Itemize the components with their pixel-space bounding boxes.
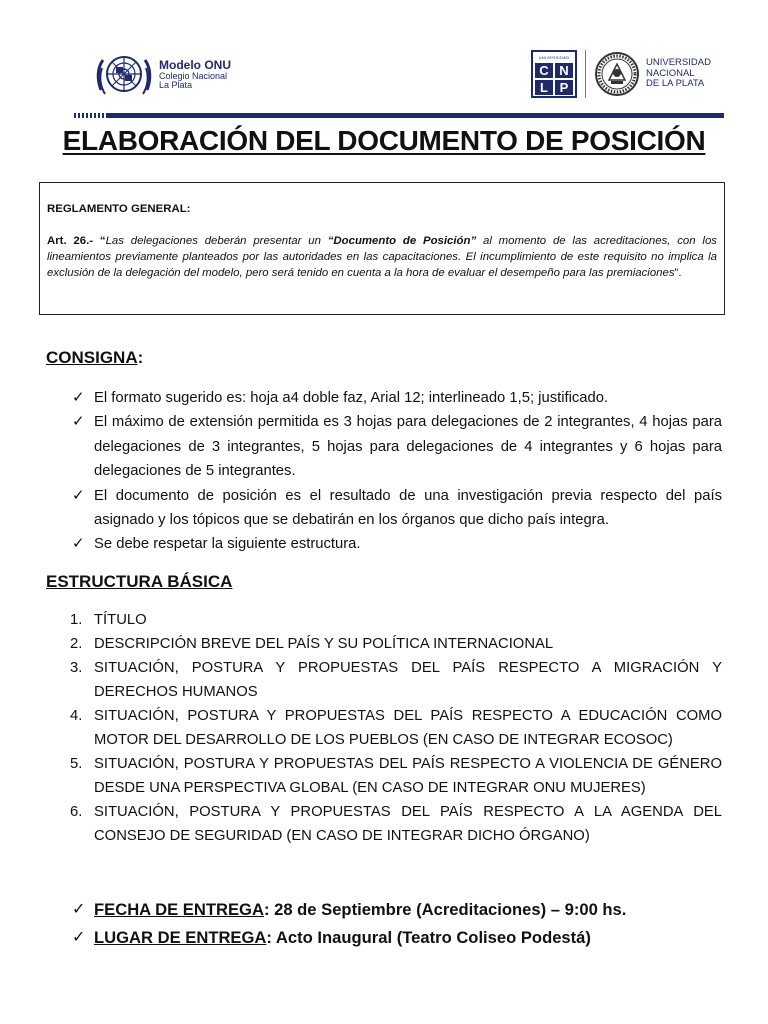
- consigna-heading-text: CONSIGNA: [46, 348, 138, 367]
- consigna-heading: [46, 348, 143, 368]
- check-icon: ✓: [72, 535, 85, 553]
- un-emblem-icon: [95, 50, 153, 100]
- university-seal-icon: [594, 50, 640, 98]
- cnlp-letter: L: [535, 80, 553, 95]
- cnlp-letter: P: [555, 80, 573, 95]
- item-number: 5.: [70, 756, 83, 772]
- item-number: 3.: [70, 660, 83, 676]
- delivery-place-value: : Acto Inaugural (Teatro Coliseo Podestá): [266, 928, 591, 947]
- list-item-text: SITUACIÓN, POSTURA Y PROPUESTAS DEL PAÍS RESPECTO A MIGRACIÓN Y DERECHOS HUMANOS: [94, 660, 722, 700]
- cnlp-letter: N: [555, 63, 573, 78]
- list-item-text: SITUACIÓN, POSTURA Y PROPUESTAS DEL PAÍS RESPECTO A VIOLENCIA DE GÉNERO DESDE UNA PERSPECTIVA GLOBAL (EN CASO DE INTEGRAR ONU MUJERES): [94, 756, 722, 796]
- list-item: [70, 386, 722, 410]
- unlp-name: [646, 58, 711, 89]
- item-number: 6.: [70, 804, 83, 820]
- unlp-line: NACIONAL: [646, 67, 695, 79]
- delivery-place-label: LUGAR DE ENTREGA: [94, 928, 267, 947]
- delivery-list: [70, 896, 722, 952]
- regulation-heading: REGLAMENTO GENERAL:: [47, 203, 191, 215]
- article-text: Las delegaciones deberán presentar un: [105, 235, 328, 247]
- item-number: 2.: [70, 636, 83, 652]
- unlp-line: UNIVERSIDAD: [646, 57, 711, 69]
- list-item: [70, 656, 722, 704]
- check-icon: ✓: [72, 901, 86, 918]
- list-item: [70, 632, 722, 656]
- list-item-text: TÍTULO: [94, 612, 147, 628]
- consigna-list: [70, 386, 722, 557]
- list-item-text: El máximo de extensión permitida es 3 hojas para delegaciones de 2 integrantes, 4 hojas para delegaciones de 3 integrantes, 5 hojas para delegaciones de 4 integrantes y 6 hojas para delegaciones de 5 integrantes.: [94, 414, 722, 480]
- page-header: [0, 0, 768, 118]
- estructura-heading-text: ESTRUCTURA BÁSICA: [46, 572, 233, 591]
- list-item-text: El documento de posición es el resultado de una investigación previa respecto del país asignado y los tópicos que se debatirán en los órganos que dicho país integra.: [94, 487, 722, 529]
- open-quote: “: [93, 235, 106, 247]
- regulation-article: [47, 233, 717, 281]
- item-number: 1.: [70, 612, 83, 628]
- article-text: al momento de las acreditaciones, con los lineamientos previamente planteados por las autoridades en las capacitaciones. El incumplimiento de este requisito no implica la exclusión de la delegación del modelo, pero será tenido en cuenta a la hora de evaluar el desempeño para las premiaciones: [47, 235, 717, 279]
- list-item-text: SITUACIÓN, POSTURA Y PROPUESTAS DEL PAÍS RESPECTO A LA AGENDA DEL CONSEJO DE SEGURIDAD (EN CASO DE INTEGRAR DICHO ÓRGANO): [94, 804, 722, 844]
- article-emphasis: “Documento de Posición”: [327, 235, 477, 247]
- article-number: Art. 26.-: [47, 235, 94, 247]
- cnlp-letter: C: [535, 63, 553, 78]
- consigna-colon: :: [137, 348, 144, 367]
- delivery-place: [70, 924, 722, 952]
- cnlp-top-text: UNIVERSIDAD: [538, 55, 570, 60]
- list-item: [70, 704, 722, 752]
- list-item: [70, 800, 722, 848]
- delivery-date-label: FECHA DE ENTREGA: [94, 900, 264, 919]
- logo-divider: [585, 50, 586, 98]
- logo-city: La Plata: [159, 80, 193, 91]
- delivery-date: [70, 896, 722, 924]
- list-item-text: SITUACIÓN, POSTURA Y PROPUESTAS DEL PAÍS RESPECTO A EDUCACIÓN COMO MOTOR DEL DESARROLLO DE LOS PUEBLOS (EN CASO DE INTEGRAR ECOSOC): [94, 708, 722, 748]
- logo-subtitle: Colegio Nacional: [159, 70, 228, 81]
- header-rule: [72, 113, 724, 118]
- cnlp-logo: [531, 50, 577, 98]
- modelo-onu-logo: [95, 50, 231, 100]
- logo-title: Modelo ONU: [159, 58, 231, 73]
- delivery-date-value: : 28 de Septiembre (Acreditaciones) – 9:00 hs.: [263, 900, 627, 919]
- page-title: ELABORACIÓN DEL DOCUMENTO DE POSICIÓN: [62, 125, 706, 156]
- list-item-text: Se debe respetar la siguiente estructura.: [94, 536, 361, 553]
- check-icon: ✓: [72, 486, 85, 504]
- list-item-text: El formato sugerido es: hoja a4 doble faz, Arial 12; interlineado 1,5; justificado.: [94, 390, 609, 406]
- unlp-logos: [531, 50, 711, 98]
- item-number: 4.: [70, 708, 83, 724]
- check-icon: ✓: [72, 413, 85, 431]
- list-item: [70, 608, 722, 632]
- check-icon: ✓: [72, 389, 85, 406]
- check-icon: ✓: [72, 929, 86, 946]
- list-item: [70, 532, 722, 556]
- list-item: [70, 484, 722, 533]
- close-quote: ”.: [674, 267, 682, 279]
- list-item: [70, 410, 722, 483]
- header-rule-pattern: [72, 113, 108, 118]
- regulation-box: [39, 182, 725, 315]
- list-item: [70, 752, 722, 800]
- list-item-text: DESCRIPCIÓN BREVE DEL PAÍS Y SU POLÍTICA INTERNACIONAL: [94, 636, 554, 652]
- unlp-line: DE LA PLATA: [646, 78, 705, 90]
- estructura-heading: [46, 572, 232, 592]
- estructura-list: [70, 608, 722, 848]
